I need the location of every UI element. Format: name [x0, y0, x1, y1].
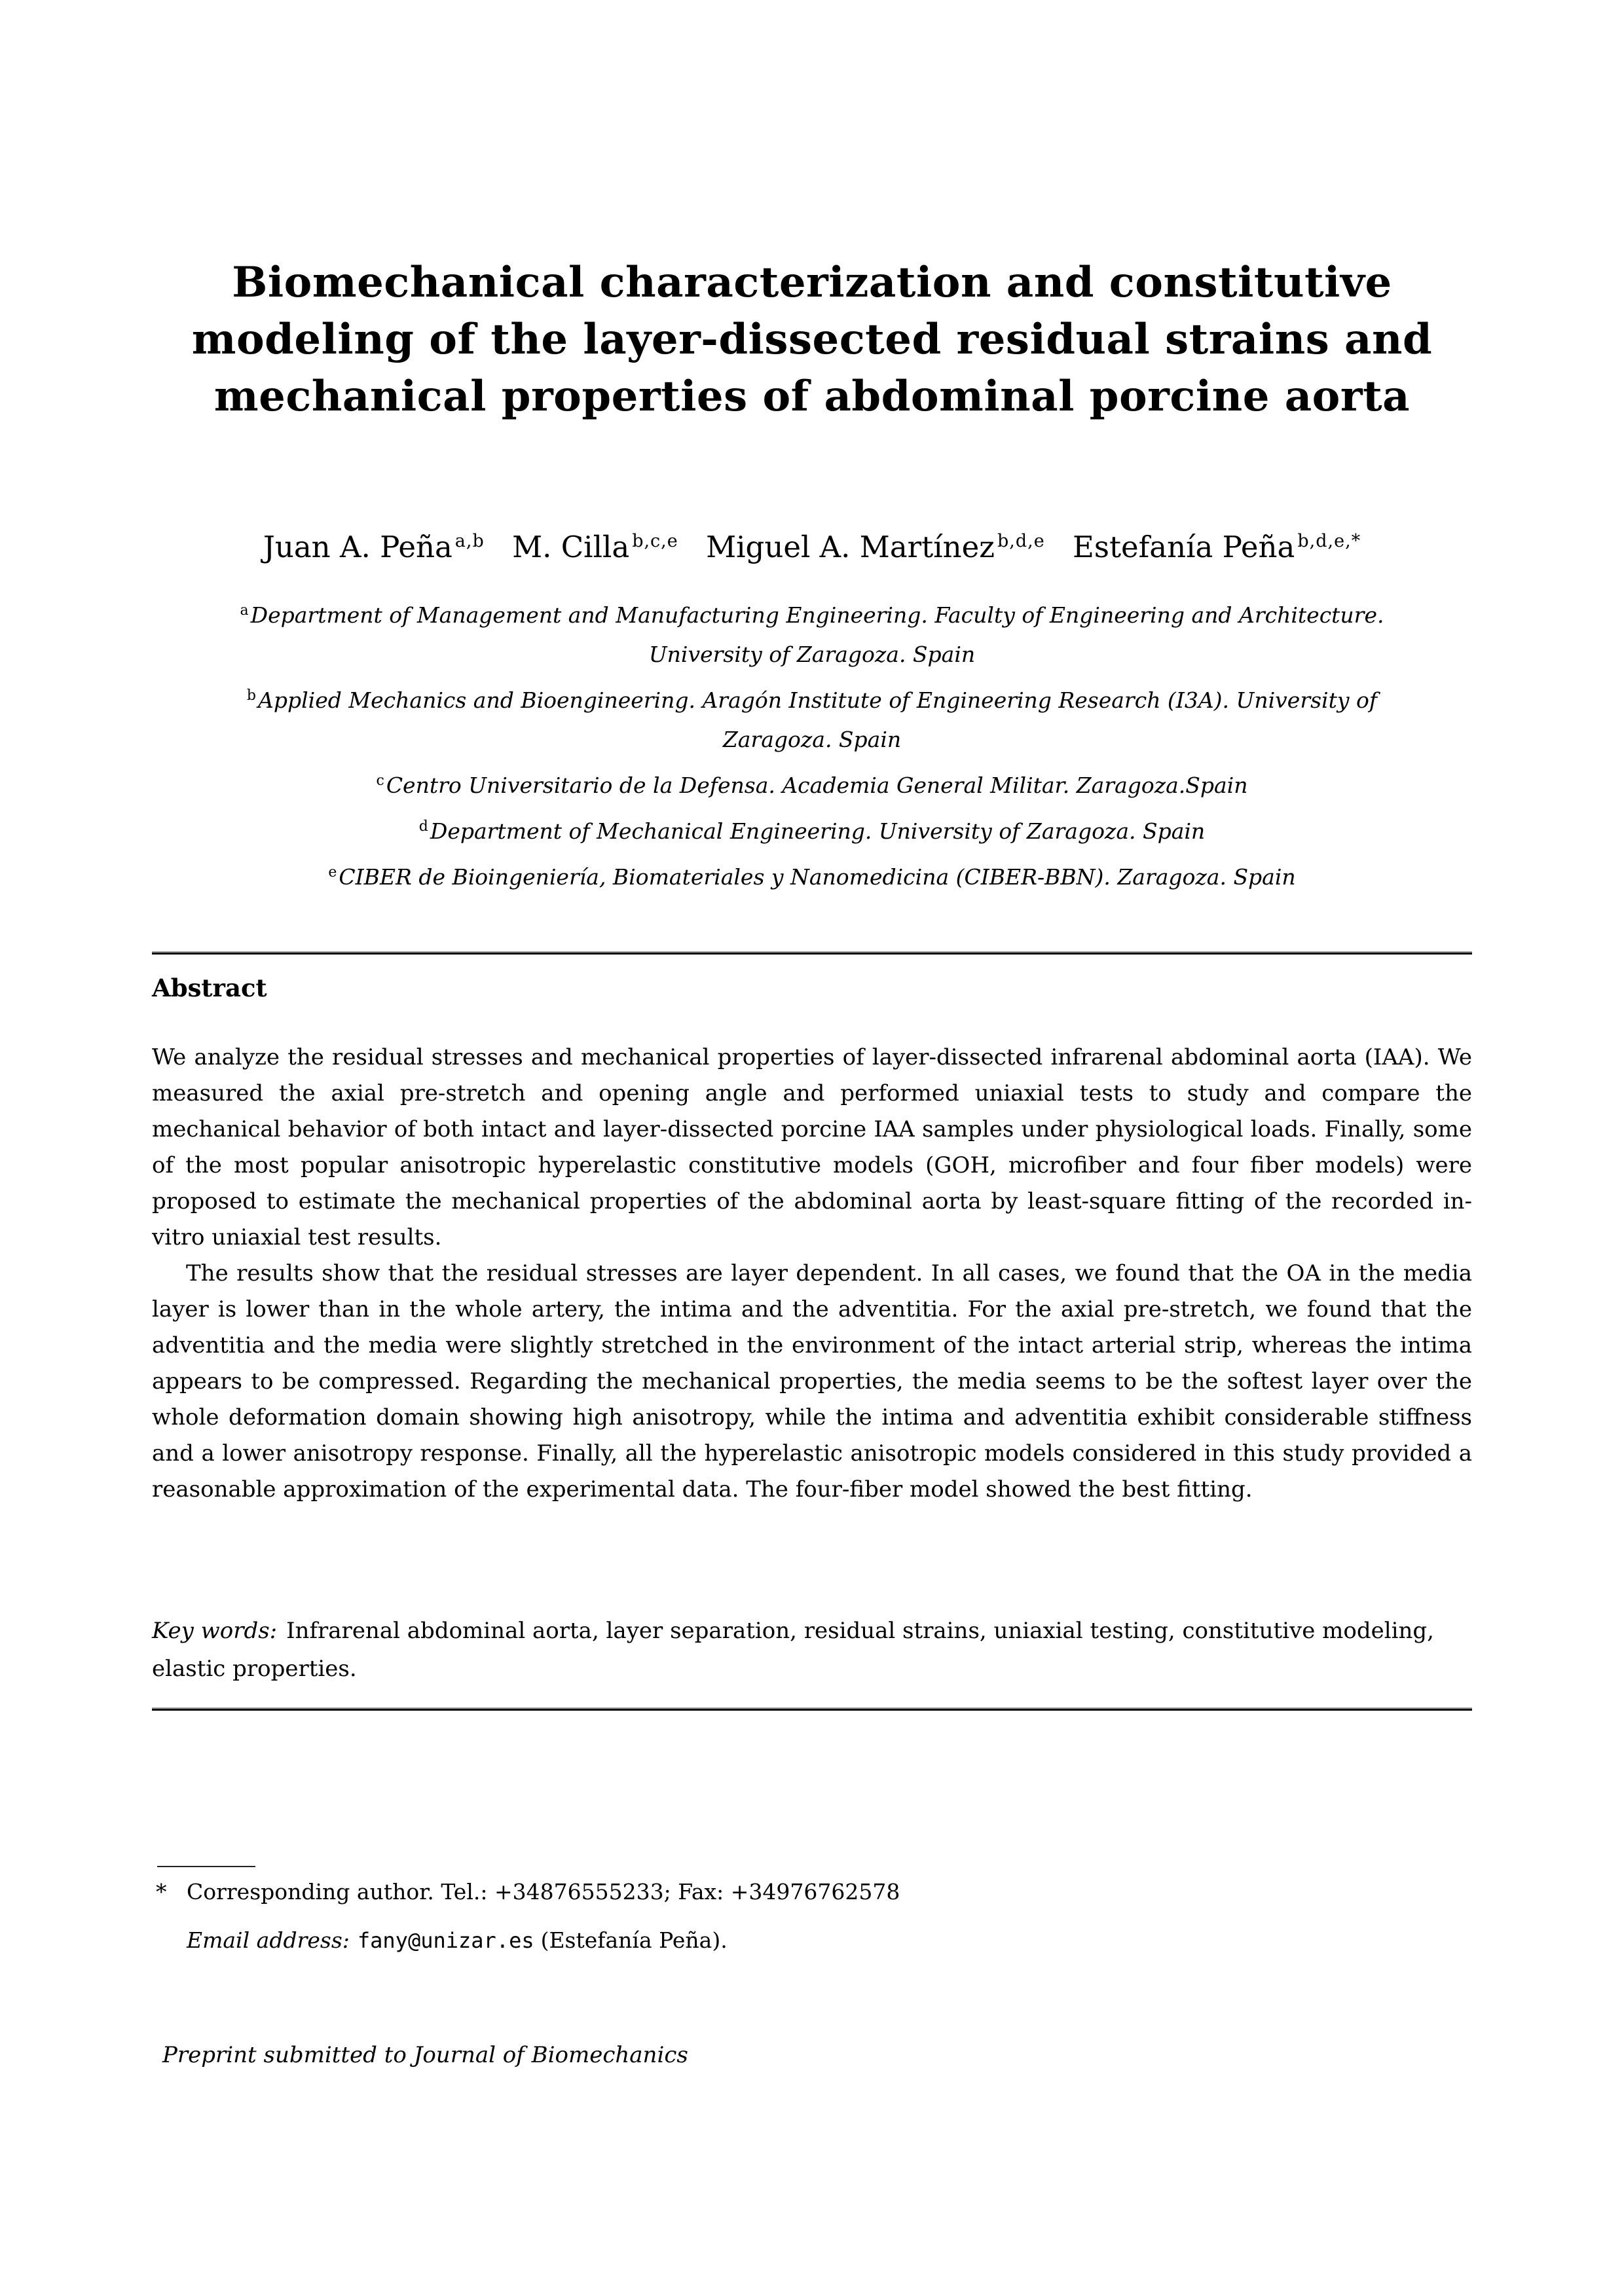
author-2-affiliation-marks: b,c,e [632, 531, 678, 551]
email-address-link[interactable]: fany@unizar.es [357, 1928, 534, 1953]
affiliation-b-text: Applied Mechanics and Bioengineering. Aragón Institute of Engineering Research (I3A). University of Zaragoza. Spain [258, 687, 1378, 752]
footnote-block [152, 1866, 1472, 1958]
author-3-affiliation-marks: b,d,e [997, 531, 1045, 551]
affiliation-c-mark: c [376, 773, 384, 789]
abstract-paragraph-1: We analyze the residual stresses and mechanical properties of layer-dissected infrarenal abdominal aorta (IAA). We measured the axial pre-stretch and opening angle and performed uniaxial tests to study and compare the mechanical behavior of both intact and layer-dissected porcine IAA samples under physiological loads. Finally, some of the most popular anisotropic hyperelastic constitutive models (GOH, microfiber and four fiber models) were proposed to estimate the mechanical properties of the abdominal aorta by least-square fitting of the recorded in-vitro uniaxial test results. [152, 1044, 1472, 1250]
authors-line [152, 528, 1472, 567]
paper-title-line-1: Biomechanical characterization and constitutive [232, 258, 1392, 307]
keywords-block [152, 1612, 1472, 1688]
email-owner: (Estefanía Peña). [540, 1927, 728, 1953]
author-1 [263, 530, 485, 564]
abstract-top-rule [152, 953, 1472, 955]
author-4-name: Estefanía Peña [1073, 530, 1295, 564]
affiliation-a-mark: a [240, 602, 249, 619]
footnote-rule [157, 1866, 255, 1867]
abstract-heading: Abstract [152, 974, 267, 1002]
abstract-bottom-rule [152, 1709, 1472, 1711]
author-3 [706, 530, 1045, 564]
preprint-submission-note: Preprint submitted to Journal of Biomechanics [162, 2042, 688, 2068]
abstract-paragraph-2: The results show that the residual stresses are layer dependent. In all cases, we found that the OA in the media layer is lower than in the whole artery, the intima and the adventitia. For the axial pre-stretch, we found that the adventitia and the media were slightly stretched in the environment of the intact arterial strip, whereas the intima appears to be compressed. Regarding the mechanical properties, the media seems to be the softest layer over the whole deformation domain showing high anisotropy, while the intima and adventitia exhibit considerable stiffness and a lower anisotropy response. Finally, all the hyperelastic anisotropic models considered in this study provided a reasonable approximation of the experimental data. The four-fiber model showed the best fitting. [152, 1260, 1472, 1503]
keywords-label: Key words: [152, 1618, 278, 1644]
affiliation-e-mark: e [328, 864, 337, 881]
affiliation-d [190, 812, 1434, 851]
paper-title-line-2: modeling of the layer-dissected residual strains and [191, 315, 1433, 364]
author-3-name: Miguel A. Martínez [706, 530, 995, 564]
affiliation-d-mark: d [418, 818, 428, 835]
email-line [152, 1923, 1472, 1958]
author-1-affiliation-marks: a,b [454, 531, 485, 551]
affiliation-c-text: Centro Universitario de la Defensa. Academia General Militar. Zaragoza.Spain [386, 773, 1248, 798]
keywords-text: Infrarenal abdominal aorta, layer separation, residual strains, uniaxial testing, constitutive modeling, elastic properties. [152, 1618, 1434, 1682]
affiliation-e-text: CIBER de Bioingeniería, Biomateriales y Nanomedicina (CIBER-BBN). Zaragoza. Spain [339, 864, 1296, 890]
affiliation-c [190, 766, 1434, 805]
author-2 [512, 530, 678, 564]
affiliation-b-mark: b [246, 687, 257, 704]
author-2-name: M. Cilla [512, 530, 630, 564]
author-4 [1073, 530, 1361, 564]
footnote-asterisk: * [156, 1879, 167, 1904]
affiliations-list [152, 596, 1472, 903]
affiliation-b [190, 681, 1434, 759]
affiliation-a-text: Department of Management and Manufacturing Engineering. Faculty of Engineering and Architecture. University of Zaragoza. Spain [250, 602, 1384, 667]
email-label: Email address: [187, 1927, 350, 1953]
corresponding-author-line [152, 1875, 1472, 1909]
affiliation-d-text: Department of Mechanical Engineering. University of Zaragoza. Spain [430, 818, 1206, 844]
author-4-affiliation-marks: b,d,e,* [1297, 531, 1361, 551]
author-1-name: Juan A. Peña [263, 530, 452, 564]
paper-title-line-3: mechanical properties of abdominal porcine aorta [213, 372, 1411, 421]
paper-title [152, 254, 1472, 425]
affiliation-a [190, 596, 1434, 674]
corresponding-author-text: Corresponding author. Tel.: +34876555233; Fax: +34976762578 [187, 1879, 900, 1904]
affiliation-e [190, 858, 1434, 897]
abstract-body [152, 1040, 1472, 1508]
